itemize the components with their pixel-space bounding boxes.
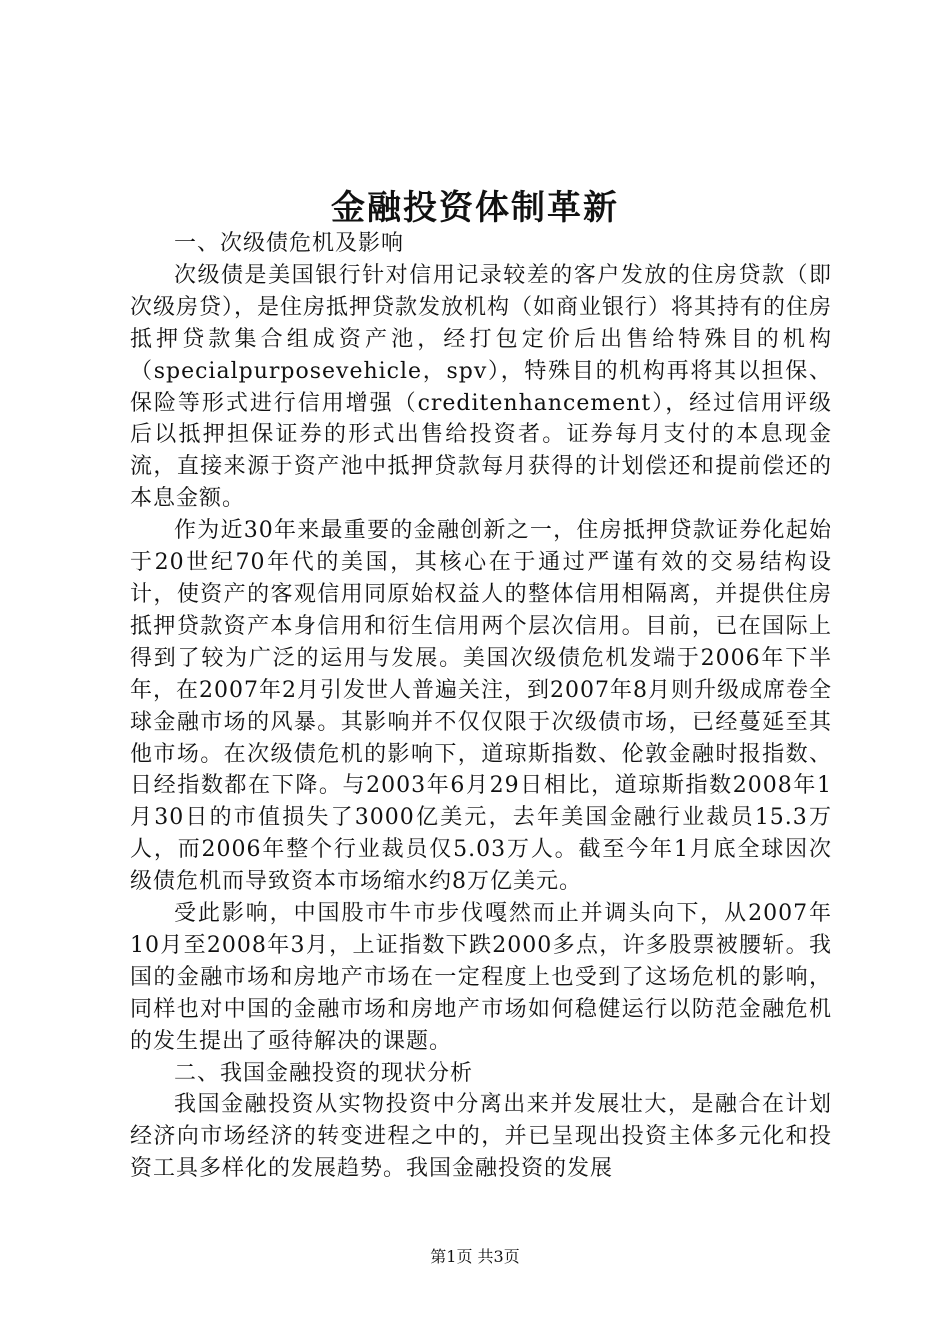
document-title: 金融投资体制革新 bbox=[331, 188, 619, 228]
paragraph: 作为近30年来最重要的金融创新之一，住房抵押贷款证券化起始于20世纪70年代的美国，其核心在于通过严谨有效的交易结构设计，使资产的客观信用同原始权益人的整体信用相隔离，并提供住房抵押贷款资产本身信用和衍生信用两个层次信用。目前，已在国际上得到了较为广泛的运用与发展。美国次级债危机发端于2006年下半年，在2007年2月引发世人普遍关注，到2007年8月则升级成席卷全球金融市场的风暴。其影响并不仅仅限于次级债市场，已经蔓延至其他市场。在次级债危机的影响下，道琼斯指数、伦敦金融时报指数、日经指数都在下降。与2003年6月29日相比，道琼斯指数2008年1月30日的市值损失了3000亿美元，去年美国金融行业裁员15.3万人，而2006年整个行业裁员仅5.03万人。截至今年1月底全球因次级债危机而导致资本市场缩水约8万亿美元。 bbox=[130, 518, 832, 895]
paragraph: 次级债是美国银行针对信用记录较差的客户发放的住房贷款（即次级房贷），是住房抵押贷款发放机构（如商业银行）将其持有的住房抵押贷款集合组成资产池，经打包定价后出售给特殊目的机构（specialpurposevehicle，spv），特殊目的机构再将其以担保、保险等形式进行信用增强（creditenhancement），经过信用评级后以抵押担保证券的形式出售给投资者。证券每月支付的本息现金流，直接来源于资产池中抵押贷款每月获得的计划偿还和提前偿还的本息金额。 bbox=[130, 262, 833, 512]
section-heading: 二、我国金融投资的现状分析 bbox=[174, 1060, 474, 1086]
document-body bbox=[130, 228, 832, 1185]
paragraph: 受此影响，中国股市牛市步伐嘎然而止并调头向下，从2007年10月至2008年3月，上证指数下跌2000多点，许多股票被腰斩。我国的金融市场和房地产市场在一定程度上也受到了这场危机的影响，同样也对中国的金融市场和房地产市场如何稳健运行以防范金融危机的发生提出了亟待解决的课题。 bbox=[130, 901, 832, 1054]
paragraph: 我国金融投资从实物投资中分离出来并发展壮大，是融合在计划经济向市场经济的转变进程之中的，并已呈现出投资主体多元化和投资工具多样化的发展趋势。我国金融投资的发展 bbox=[130, 1092, 832, 1182]
page-footer: 第1页 共3页 bbox=[430, 1247, 520, 1266]
section-heading: 一、次级债危机及影响 bbox=[174, 231, 405, 256]
